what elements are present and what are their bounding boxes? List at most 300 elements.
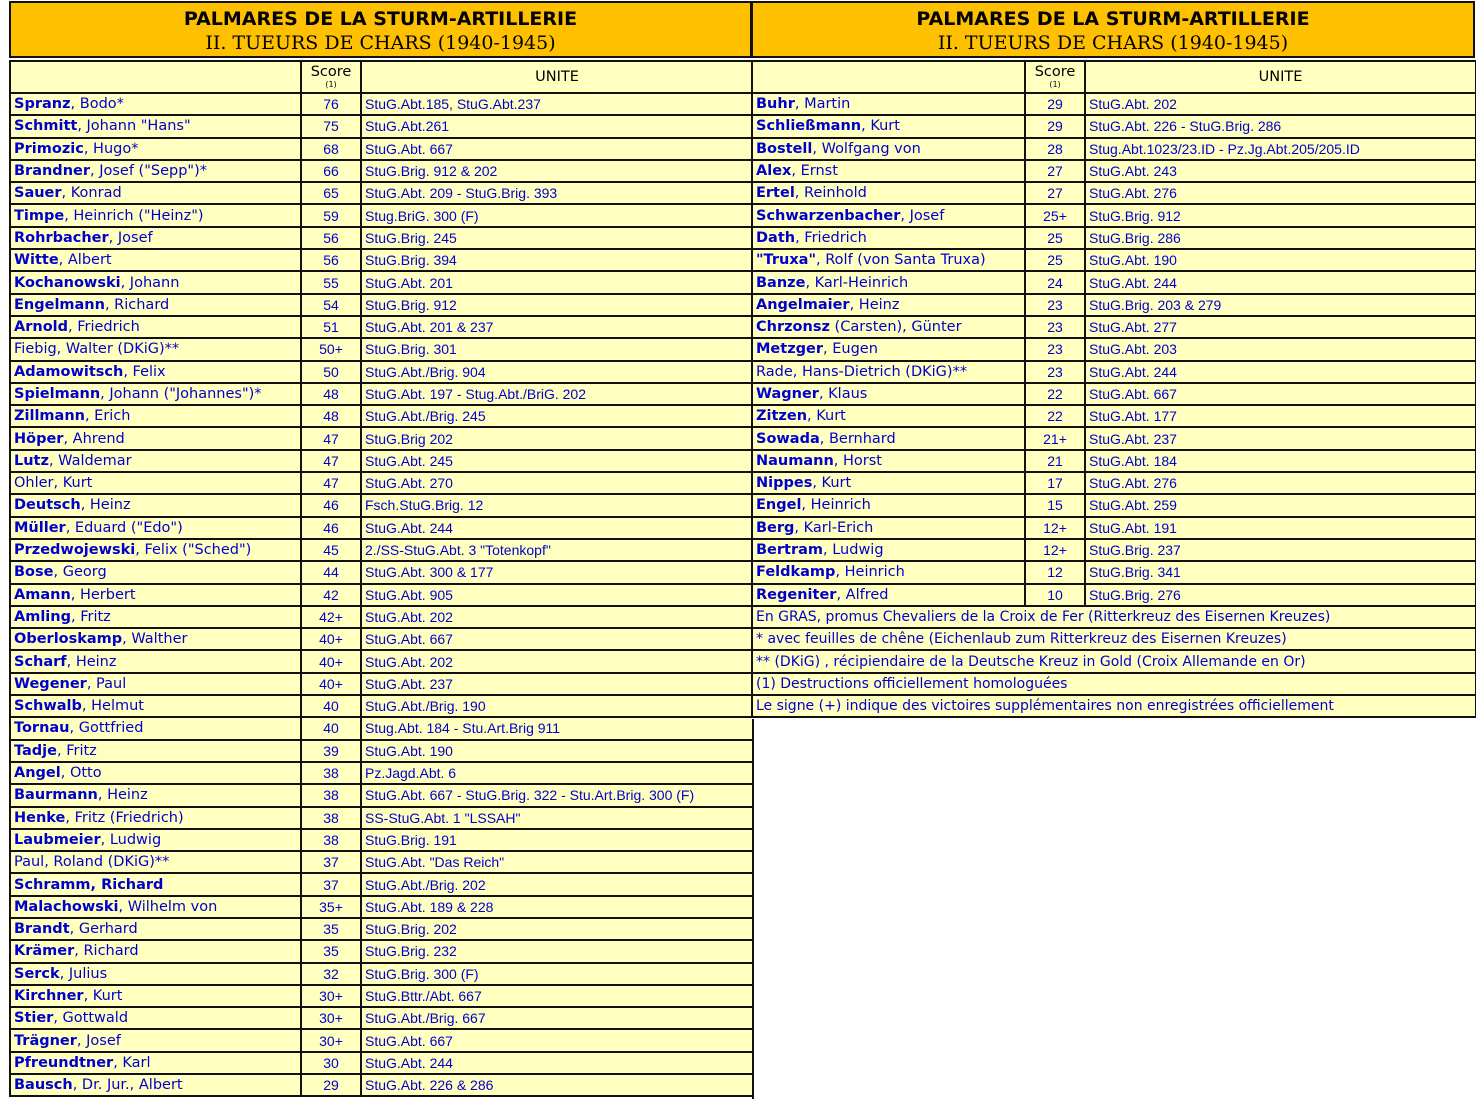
first-name: , Julius	[59, 965, 108, 982]
name-cell	[10, 762, 301, 784]
last-name: Timpe	[14, 207, 65, 224]
first-name: Ohler, Kurt	[14, 475, 93, 492]
right-header	[751, 1, 1475, 58]
unit-cell: StuG.Abt.261	[361, 115, 753, 137]
first-name: , Kurt	[807, 408, 846, 425]
last-name: Chrzonsz	[756, 319, 830, 336]
score-cell: 27	[1025, 182, 1085, 204]
unit-cell: StuG.Abt. 667	[1085, 383, 1476, 405]
score-cell: 30+	[301, 1029, 361, 1051]
name-cell	[752, 517, 1025, 539]
name-cell	[10, 115, 301, 137]
score-cell: 21+	[1025, 427, 1085, 449]
first-name: , Georg	[53, 564, 107, 581]
score-cell: 35+	[301, 896, 361, 918]
unit-cell: StuG.Brig. 202	[361, 918, 753, 940]
name-cell	[10, 851, 301, 873]
unit-cell: StuG.Brig. 341	[1085, 561, 1476, 583]
last-name: Serck	[14, 965, 60, 982]
first-name: Fiebig, Walter (DKiG)**	[14, 341, 180, 358]
name-cell	[752, 316, 1025, 338]
score-cell: 38	[301, 784, 361, 806]
last-name: Wegener	[14, 675, 87, 692]
first-name: , Paul	[86, 675, 127, 692]
first-name: , Josef ("Sepp")*	[90, 163, 207, 180]
unit-cell: Fsch.StuG.Brig. 12	[361, 494, 753, 516]
score-cell: 23	[1025, 361, 1085, 383]
first-name: , Fritz	[70, 608, 111, 625]
score-cell: 47	[301, 472, 361, 494]
last-name: Alex	[756, 163, 792, 180]
table-row	[752, 294, 1476, 316]
name-cell	[10, 1007, 301, 1029]
first-name: , Ernst	[791, 163, 838, 180]
unit-cell: StuG.Abt. 244	[361, 517, 753, 539]
name-cell	[10, 673, 301, 695]
last-name: Scharf	[14, 653, 67, 670]
unit-cell: StuG.Abt. 202	[361, 606, 753, 628]
table-row	[10, 427, 753, 449]
score-cell: 35	[301, 918, 361, 940]
table-row	[10, 606, 753, 628]
right-subtitle: II. TUEURS DE CHARS (1940-1945)	[937, 32, 1289, 54]
unit-cell: StuG.Abt./Brig. 245	[361, 405, 753, 427]
last-name: Kochanowski	[14, 274, 121, 291]
first-name: , Wilhelm von	[118, 898, 218, 915]
name-cell	[10, 227, 301, 249]
table-row	[752, 93, 1476, 115]
score-cell: 29	[301, 1074, 361, 1096]
score-cell: 40	[301, 717, 361, 739]
last-name: Müller	[14, 519, 66, 536]
name-cell	[10, 606, 301, 628]
last-name: Angelmaier	[756, 296, 850, 313]
first-name: , Helmut	[81, 698, 144, 715]
last-name: Bertram	[756, 542, 824, 559]
name-cell	[10, 93, 301, 115]
name-cell	[752, 584, 1025, 606]
table-row	[752, 450, 1476, 472]
table-row	[10, 1029, 753, 1051]
score-cell: 66	[301, 160, 361, 182]
table-row	[10, 695, 753, 717]
unit-cell: StuG.Abt. 237	[1085, 427, 1476, 449]
unit-cell: StuG.Abt. 203	[1085, 338, 1476, 360]
score-cell: 38	[301, 762, 361, 784]
first-name: , Horst	[833, 452, 882, 469]
unit-cell: StuG.Brig. 245	[361, 227, 753, 249]
name-cell	[10, 584, 301, 606]
last-name: Stier	[14, 1010, 54, 1027]
name-cell	[752, 338, 1025, 360]
last-name: Henke	[14, 809, 66, 826]
name-cell	[10, 450, 301, 472]
table-row	[752, 427, 1476, 449]
first-name: , Felix	[123, 363, 166, 380]
first-name: , Kurt	[861, 118, 900, 135]
table-row	[10, 249, 753, 271]
unit-cell: Stug.Abt.1023/23.ID - Pz.Jg.Abt.205/205.ID	[1085, 138, 1476, 160]
unit-cell: StuG.Abt. 259	[1085, 494, 1476, 516]
legend-row	[752, 673, 1476, 695]
last-name: Höper	[14, 430, 64, 447]
unit-cell: SS-StuG.Abt. 1 "LSSAH"	[361, 807, 753, 829]
unit-cell: StuG.Abt./Brig. 667	[361, 1007, 753, 1029]
right-title: PALMARES DE LA STURM-ARTILLERIE	[916, 8, 1310, 30]
score-column-header: Score (1)	[301, 61, 361, 93]
first-name: , Heinz	[66, 653, 117, 670]
score-cell: 22	[1025, 383, 1085, 405]
name-cell	[752, 472, 1025, 494]
last-name: Ertel	[756, 185, 795, 202]
unit-cell: StuG.Brig. 912 & 202	[361, 160, 753, 182]
unit-cell: StuG.Abt. 226 & 286	[361, 1074, 753, 1096]
unit-cell: StuG.Brig. 912	[1085, 204, 1476, 226]
unit-cell: StuG.Brig. 276	[1085, 584, 1476, 606]
table-row	[752, 517, 1476, 539]
first-name: , Otto	[60, 765, 102, 782]
last-name: Spranz	[14, 96, 71, 113]
first-name: , Albert	[58, 252, 112, 269]
name-cell	[10, 829, 301, 851]
name-cell	[10, 873, 301, 895]
last-name: Lutz	[14, 452, 49, 469]
table-row	[10, 182, 753, 204]
first-name: , Karl-Erich	[794, 519, 874, 536]
name-cell	[10, 896, 301, 918]
last-name: Regeniter	[756, 586, 837, 603]
legend-note: Le signe (+) indique des victoires supplémentaires non enregistrées officiellement	[752, 695, 1476, 717]
first-name: , Heinrich	[835, 564, 905, 581]
legend-row	[752, 695, 1476, 717]
last-name: Brandt	[14, 921, 70, 938]
first-name: , Johann	[120, 274, 180, 291]
unit-cell: Pz.Jagd.Abt. 6	[361, 762, 753, 784]
table-row	[752, 361, 1476, 383]
table-row	[10, 628, 753, 650]
unit-cell: StuG.Abt. 667	[361, 1029, 753, 1051]
score-cell: 30+	[301, 985, 361, 1007]
first-name: , Josef	[900, 207, 945, 224]
table-row	[752, 271, 1476, 293]
last-name: Kirchner	[14, 988, 84, 1005]
table-row	[10, 963, 753, 985]
unit-cell: StuG.Abt. 190	[1085, 249, 1476, 271]
table-row	[10, 405, 753, 427]
name-cell	[10, 427, 301, 449]
score-cell: 68	[301, 138, 361, 160]
last-name: Malachowski	[14, 898, 119, 915]
name-cell	[10, 494, 301, 516]
unit-cell: StuG.Abt. 202	[1085, 93, 1476, 115]
left-title: PALMARES DE LA STURM-ARTILLERIE	[183, 8, 578, 30]
table-row	[10, 673, 753, 695]
table-row	[752, 539, 1476, 561]
first-name: , Ludwig	[823, 542, 884, 559]
last-name: Deutsch	[14, 497, 81, 514]
score-cell: 59	[301, 204, 361, 226]
unit-cell: StuG.Abt. 244	[1085, 271, 1476, 293]
table-row	[752, 182, 1476, 204]
table-row	[752, 584, 1476, 606]
last-name: Witte	[14, 252, 59, 269]
first-name: , Josef	[76, 1032, 121, 1049]
table-row	[10, 539, 753, 561]
legend-row	[752, 628, 1476, 650]
unit-cell: StuG.Abt. 209 - StuG.Brig. 393	[361, 182, 753, 204]
left-panel	[9, 1, 754, 1099]
first-name: , Heinrich ("Heinz")	[64, 207, 204, 224]
table-row	[10, 517, 753, 539]
name-cell	[10, 695, 301, 717]
score-cell: 35	[301, 940, 361, 962]
table-row	[752, 227, 1476, 249]
unit-column-header: UNITE	[361, 61, 753, 93]
table-row	[10, 138, 753, 160]
name-cell	[10, 784, 301, 806]
table-row	[10, 985, 753, 1007]
unit-cell: StuG.Abt. 226 - StuG.Brig. 286	[1085, 115, 1476, 137]
table-row	[10, 740, 753, 762]
score-cell: 42	[301, 584, 361, 606]
first-name: Rade, Hans-Dietrich (DKiG)**	[756, 363, 968, 380]
score-cell: 76	[301, 93, 361, 115]
score-cell: 56	[301, 227, 361, 249]
name-cell	[752, 539, 1025, 561]
table-row	[10, 918, 753, 940]
name-column-header	[752, 61, 1025, 93]
first-name: Paul, Roland (DKiG)**	[14, 854, 170, 871]
first-name: , Heinz	[849, 296, 900, 313]
score-cell: 50	[301, 361, 361, 383]
left-table	[9, 60, 754, 1097]
name-cell	[752, 93, 1025, 115]
table-row	[752, 472, 1476, 494]
first-name: , Fritz (Friedrich)	[65, 809, 184, 826]
score-cell: 42+	[301, 606, 361, 628]
table-row	[10, 561, 753, 583]
first-name: , Bernhard	[819, 430, 896, 447]
first-name: , Waldemar	[48, 452, 132, 469]
first-name: , Karl-Heinrich	[805, 274, 909, 291]
unit-cell: StuG.Abt. 201 & 237	[361, 316, 753, 338]
unit-cell: StuG.Abt. 237	[361, 673, 753, 695]
last-name: Oberloskamp	[14, 631, 123, 648]
table-row	[752, 249, 1476, 271]
first-name: , Fritz	[57, 742, 97, 759]
score-cell: 29	[1025, 115, 1085, 137]
score-cell: 30	[301, 1052, 361, 1074]
score-cell: 23	[1025, 338, 1085, 360]
score-cell: 55	[301, 271, 361, 293]
name-cell	[752, 294, 1025, 316]
unit-cell: StuG.Brig 202	[361, 427, 753, 449]
unit-cell: 2./SS-StuG.Abt. 3 "Totenkopf"	[361, 539, 753, 561]
name-cell	[10, 650, 301, 672]
score-cell: 29	[1025, 93, 1085, 115]
last-name: Bausch	[14, 1077, 73, 1094]
name-cell	[752, 115, 1025, 137]
first-name: , Richard	[104, 296, 170, 313]
name-cell	[10, 405, 301, 427]
first-name: , Bodo*	[70, 96, 124, 113]
name-cell	[10, 204, 301, 226]
score-cell: 44	[301, 561, 361, 583]
last-name: Pfreundtner	[14, 1054, 114, 1071]
name-cell	[752, 249, 1025, 271]
name-cell	[10, 740, 301, 762]
score-cell: 28	[1025, 138, 1085, 160]
legend-note: En GRAS, promus Chevaliers de la Croix de Fer (Ritterkreuz des Eisernen Kreuzes)	[752, 606, 1476, 628]
name-cell	[10, 918, 301, 940]
table-row	[10, 717, 753, 739]
last-name: Zitzen	[756, 408, 808, 425]
table-row	[10, 584, 753, 606]
legend-note: ** (DKiG) , récipiendaire de la Deutsche Kreuz in Gold (Croix Allemande en Or)	[752, 650, 1476, 672]
last-name: Brandner	[14, 163, 90, 180]
name-cell	[752, 427, 1025, 449]
score-cell: 47	[301, 450, 361, 472]
first-name: , Gottwald	[53, 1010, 129, 1027]
first-name: , Eduard ("Edo")	[65, 519, 183, 536]
first-name: , Richard	[74, 943, 139, 960]
table-row	[10, 807, 753, 829]
right-column-header	[752, 61, 1476, 93]
unit-cell: StuG.Brig. 301	[361, 338, 753, 360]
first-name: , Walther	[122, 631, 188, 648]
unit-cell: StuG.Abt. 243	[1085, 160, 1476, 182]
unit-cell: StuG.Abt. 245	[361, 450, 753, 472]
score-cell: 27	[1025, 160, 1085, 182]
name-cell	[752, 405, 1025, 427]
first-name: , Heinz	[80, 497, 131, 514]
name-cell	[10, 182, 301, 204]
unit-cell: StuG.Abt. 277	[1085, 316, 1476, 338]
name-cell	[752, 494, 1025, 516]
score-cell: 30+	[301, 1007, 361, 1029]
last-name: Tornau	[14, 720, 70, 737]
score-cell: 38	[301, 807, 361, 829]
last-name: Schwalb	[14, 698, 82, 715]
score-cell: 48	[301, 383, 361, 405]
left-header	[9, 1, 752, 58]
table-row	[10, 160, 753, 182]
table-row	[10, 784, 753, 806]
last-name: Krämer	[14, 943, 75, 960]
first-name: , Josef	[108, 229, 153, 246]
name-cell	[752, 271, 1025, 293]
table-row	[10, 294, 753, 316]
table-row	[10, 204, 753, 226]
last-name: Naumann	[756, 452, 834, 469]
left-subtitle: II. TUEURS DE CHARS (1940-1945)	[205, 32, 556, 54]
first-name: , Erich	[84, 408, 131, 425]
name-cell	[752, 182, 1025, 204]
first-name: , Hugo*	[83, 140, 139, 157]
table-row	[10, 316, 753, 338]
name-cell	[752, 450, 1025, 472]
name-cell	[752, 361, 1025, 383]
score-column-header: Score (1)	[1025, 61, 1085, 93]
last-name: Wagner	[756, 386, 819, 402]
table-row	[10, 93, 753, 115]
table-row	[10, 1052, 753, 1074]
last-name: Schmitt	[14, 118, 78, 135]
table-row	[752, 204, 1476, 226]
last-name: Amling	[14, 608, 71, 625]
unit-cell: StuG.Brig. 203 & 279	[1085, 294, 1476, 316]
table-row	[752, 494, 1476, 516]
score-cell: 40+	[301, 673, 361, 695]
unit-cell: StuG.Abt. 244	[361, 1052, 753, 1074]
score-cell: 23	[1025, 316, 1085, 338]
first-name: , Ahrend	[63, 430, 125, 447]
score-cell: 40+	[301, 650, 361, 672]
score-cell: 48	[301, 405, 361, 427]
first-name: , Heinz	[97, 787, 148, 804]
first-name: , Konrad	[61, 185, 122, 202]
table-row	[10, 383, 753, 405]
first-name: , Eugen	[823, 341, 878, 358]
name-cell	[10, 1074, 301, 1096]
first-name: , Heinrich	[801, 497, 871, 514]
first-name: , Rolf (von Santa Truxa)	[816, 252, 986, 269]
last-name: Schramm, Richard	[14, 876, 164, 893]
right-panel	[751, 1, 1475, 719]
first-name: , Felix ("Sched")	[135, 542, 252, 559]
table-row	[10, 361, 753, 383]
unit-cell: StuG.Abt. 190	[361, 740, 753, 762]
name-cell	[752, 383, 1025, 405]
table-row	[10, 494, 753, 516]
table-row	[752, 138, 1476, 160]
score-cell: 54	[301, 294, 361, 316]
table-row	[10, 896, 753, 918]
right-table	[751, 60, 1476, 718]
left-column-header	[10, 61, 753, 93]
score-cell: 12	[1025, 561, 1085, 583]
last-name: Buhr	[756, 96, 795, 113]
first-name: , Johann ("Johannes")*	[100, 386, 262, 402]
name-cell	[10, 963, 301, 985]
table-row	[752, 115, 1476, 137]
first-name: , Alfred	[836, 586, 889, 603]
first-name: , Gerhard	[69, 921, 138, 938]
unit-cell: StuG.Abt. 270	[361, 472, 753, 494]
first-name: (Carsten), Günter	[829, 319, 962, 336]
table-row	[10, 829, 753, 851]
table-row	[10, 450, 753, 472]
score-cell: 37	[301, 851, 361, 873]
first-name: , Wolfgang von	[812, 140, 921, 157]
unit-cell: StuG.Brig. 237	[1085, 539, 1476, 561]
last-name: Spielmann	[14, 386, 101, 402]
last-name: Tadje	[14, 742, 57, 759]
score-cell: 12+	[1025, 539, 1085, 561]
unit-cell: StuG.Abt.185, StuG.Abt.237	[361, 93, 753, 115]
unit-cell: StuG.Abt. 244	[1085, 361, 1476, 383]
score-cell: 40	[301, 695, 361, 717]
last-name: Engelmann	[14, 296, 105, 313]
name-cell	[10, 316, 301, 338]
first-name: , Klaus	[818, 386, 868, 402]
table-row	[10, 762, 753, 784]
unit-cell: StuG.Bttr./Abt. 667	[361, 985, 753, 1007]
last-name: Laubmeier	[14, 831, 101, 848]
first-name: , Gottfried	[69, 720, 144, 737]
last-name: Berg	[756, 519, 795, 536]
unit-cell: StuG.Abt. 905	[361, 584, 753, 606]
